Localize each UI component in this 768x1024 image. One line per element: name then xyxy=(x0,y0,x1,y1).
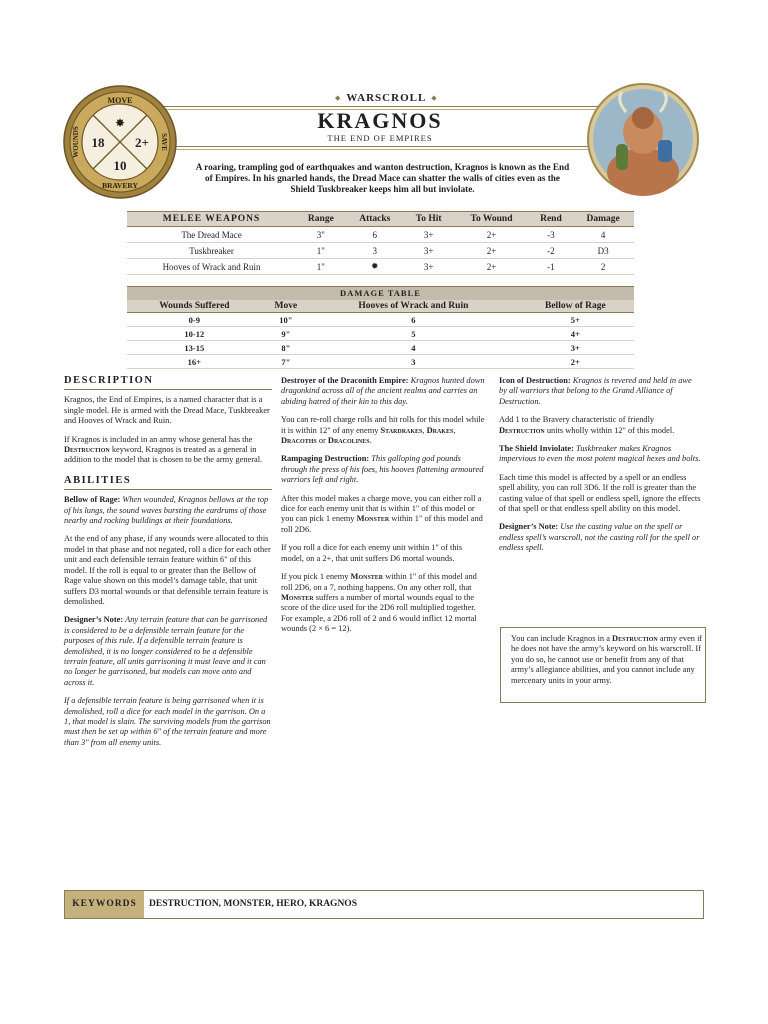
table-cell: -3 xyxy=(530,227,573,243)
ability-flavor: Kragnos hunted down dragonkind across all of the ancient realms and carries an abiding hatred of their kin to this day. xyxy=(281,376,485,406)
text-run: If you pick 1 enemy xyxy=(281,572,351,582)
text-run: within 1" of this model and roll 2D6, on a 7, nothing happens. On any other roll, that xyxy=(281,572,477,592)
keyword-text: Destruction xyxy=(612,634,658,643)
table-cell: 5+ xyxy=(517,313,634,327)
rampaging-rule xyxy=(281,494,487,536)
column-header: MELEE WEAPONS xyxy=(127,212,296,227)
table-cell: 3+ xyxy=(404,227,453,243)
keyword-text: Monster xyxy=(350,572,384,582)
stat-wheel xyxy=(62,84,178,200)
column-header: Attacks xyxy=(346,212,404,227)
save-label: SAVE xyxy=(160,133,168,151)
keywords-list: DESTRUCTION, MONSTER, HERO, KRAGNOS xyxy=(149,899,357,909)
text-run: suffers a number of mortal wounds equal to the score of the dice used for the 2D6 roll multiplied together. For example, a 2D6 roll of 2 and 6 would inflict 12 mortal wounds (2 × 6 = 12). xyxy=(281,592,477,634)
column-header: Hooves of Wrack and Ruin xyxy=(310,300,517,313)
table-cell: -2 xyxy=(530,243,573,259)
army-inclusion-note xyxy=(500,627,706,703)
column-left xyxy=(64,376,272,756)
table-cell: 7" xyxy=(262,355,310,369)
text-run: If Kragnos is included in an army whose general has the xyxy=(64,434,253,444)
table-cell: 16+ xyxy=(127,355,262,369)
table-cell: 6 xyxy=(346,227,404,243)
save-value: 2+ xyxy=(135,135,149,150)
column-header: To Wound xyxy=(453,212,529,227)
subtitle-rule xyxy=(140,149,628,150)
ability-flavor: This galloping god pounds through the press of his foes, his hooves flattening armoured warriors left and right. xyxy=(281,454,484,485)
table-cell: 4+ xyxy=(517,327,634,341)
keyword-text: Dracolines xyxy=(327,436,370,446)
text-run: keyword, Kragnos is treated as a general in addition to the model that is chosen to be the army general. xyxy=(64,445,263,465)
table-row xyxy=(127,227,634,243)
section-rule xyxy=(64,389,272,390)
table-cell: 6 xyxy=(310,313,517,327)
table-cell: 4 xyxy=(310,341,517,355)
flavor-text: A roaring, trampling god of earthquakes and wanton destruction, Kragnos is known as the End of Empires. In his gnarled hands, the Dread Mace can shatter the walls of cities even as the Shield Tuskbreaker keeps him all but inviolate. xyxy=(195,162,570,194)
keyword-text: Monster xyxy=(281,592,314,602)
column-header: Move xyxy=(262,300,310,313)
rampaging-rule: If you roll a dice for each enemy unit within 1" of this model, on a 2+, that unit suffers D6 mortal wounds. xyxy=(281,543,463,563)
table-cell: The Dread Mace xyxy=(127,227,296,243)
table-cell: 2+ xyxy=(453,227,529,243)
column-header: To Hit xyxy=(404,212,453,227)
draconith-flavor xyxy=(281,376,487,407)
text-run: You can include Kragnos in a xyxy=(511,634,613,643)
keyword-text: Destruction xyxy=(499,425,545,435)
note-title: Designer’s Note: xyxy=(64,615,124,625)
text-run: After this model makes a charge move, you can either roll a dice for each enemy unit that is within 1" of this model or you can pick 1 enemy xyxy=(281,493,482,524)
column-header: Wounds Suffered xyxy=(127,300,262,313)
table-cell: 1" xyxy=(296,243,346,259)
designers-note xyxy=(64,615,272,688)
damage-table-icon: ✹ xyxy=(346,259,404,275)
ability-title: The Shield Inviolate: xyxy=(499,444,574,454)
column-header: Rend xyxy=(530,212,573,227)
table-cell: 3 xyxy=(310,355,517,369)
ability-flavor: Tuskbreaker makes Kragnos impervious to even the most potent magical hexes and bolts. xyxy=(499,444,701,464)
bravery-value: 10 xyxy=(113,158,127,173)
text-run: You can re-roll charge rolls and hit rolls for this model while it is within 12" of any enemy xyxy=(281,415,485,435)
keywords-label: KEYWORDS xyxy=(65,891,144,918)
ability-flavor: When wounded, Kragnos bellows at the top of his lungs, the sound waves bursting the eardrums of those nearby and rocking buildings at their foundations. xyxy=(64,495,269,526)
table-cell: 1" xyxy=(296,259,346,275)
keywords-bar xyxy=(64,890,704,919)
note-title: Designer’s Note: xyxy=(499,522,559,532)
wounds-value: 18 xyxy=(91,135,105,150)
column-header: Bellow of Rage xyxy=(517,300,634,313)
column-header: Range xyxy=(296,212,346,227)
keyword-text: Stardrakes xyxy=(380,425,423,435)
rampaging-flavor xyxy=(281,454,487,485)
column-right xyxy=(499,376,701,562)
text-run: within 1" of this model and roll 2D6. xyxy=(281,514,483,534)
table-cell: 2+ xyxy=(517,355,634,369)
description-text: Kragnos, the End of Empires, is a named character that is a single model. He is armed with the Dread Mace, Tuskbreaker and Hooves of Wrack and Ruin. xyxy=(64,395,270,426)
shield-inviolate-rule: Each time this model is affected by a spell or an endless spell ability, you can roll 3D6. If the roll is greater than the casting value of that spell or endless spell, ignore the effects of that spell or that endless spell ability on this model. xyxy=(499,472,701,514)
table-cell: 5 xyxy=(310,327,517,341)
icon-of-destruction-rule xyxy=(499,415,701,436)
text-run: units wholly within 12" of this model. xyxy=(544,425,675,435)
subtitle-rule xyxy=(140,146,628,147)
note-text: Use the casting value on the spell or endless spell’s warscroll, not the casting roll for the spell or endless spell. xyxy=(499,522,700,553)
table-cell: 3+ xyxy=(404,259,453,275)
table-cell: -1 xyxy=(530,259,573,275)
keyword-text: Dracoths xyxy=(281,436,317,446)
warscroll-label: ◆ WARSCROLL ◆ xyxy=(330,92,440,104)
table-cell: 3+ xyxy=(404,243,453,259)
table-cell: 3 xyxy=(346,243,404,259)
designers-note xyxy=(499,522,701,553)
table-cell: D3 xyxy=(572,243,634,259)
table-row xyxy=(127,327,634,341)
table-cell: 0-9 xyxy=(127,313,262,327)
ability-title: Icon of Destruction: xyxy=(499,376,571,385)
table-cell: 9" xyxy=(262,327,310,341)
table-row xyxy=(127,355,634,369)
ability-title: Destroyer of the Draconith Empire: xyxy=(281,376,409,385)
table-cell: Tuskbreaker xyxy=(127,243,296,259)
table-row xyxy=(127,243,634,259)
general-rule-text xyxy=(64,435,272,466)
abilities-heading: ABILITIES xyxy=(64,474,132,486)
section-rule xyxy=(64,489,272,490)
damage-table xyxy=(127,300,634,369)
text-run: , xyxy=(453,425,456,435)
table-cell: 10-12 xyxy=(127,327,262,341)
table-cell: 3" xyxy=(296,227,346,243)
ability-flavor: Kragnos is revered and held in awe by all warriors that belong to the Grand Alliance of Destruction. xyxy=(499,376,692,406)
text-run: Add 1 to the Bravery characteristic of friendly xyxy=(499,415,655,425)
keyword-text: Monster xyxy=(356,514,390,524)
page-subtitle: THE END OF EMPIRES xyxy=(327,133,433,143)
damage-table-title: DAMAGE TABLE xyxy=(127,286,634,300)
bellow-of-rage-rule: At the end of any phase, if any wounds were allocated to this model in that phase and not negated, roll a dice for each other unit and each defensible terrain feature within 6" of this model. If the roll is equal to or greater than the Bellow of Rage value shown on this model’s damage table, that unit suffers D3 mortal wounds or that defensible terrain feature is demolished. xyxy=(64,534,271,606)
bravery-label: BRAVERY xyxy=(102,181,138,190)
table-row xyxy=(127,259,634,275)
note-text: Any terrain feature that can be garrisoned is considered to be a defensible terrain feature for the purposes of this rule. If a defensible terrain feature is demolished, it is no longer considered to be a defensible terrain feature, all units garrisoning it must leave and it can no longer be garrisoned, but models can move onto and across it. xyxy=(64,615,268,687)
table-cell: 3+ xyxy=(517,341,634,355)
move-label: MOVE xyxy=(107,96,133,105)
header-rule xyxy=(150,106,610,107)
table-cell: 2+ xyxy=(453,259,529,275)
text-run: , xyxy=(422,425,427,435)
kragnos-portrait-image xyxy=(586,82,700,196)
table-cell: 10" xyxy=(262,313,310,327)
table-cell: 4 xyxy=(572,227,634,243)
text-run: or xyxy=(316,436,328,446)
text-run: . xyxy=(369,436,372,446)
table-row xyxy=(127,341,634,355)
table-cell: 8" xyxy=(262,341,310,355)
text-run: army even if he does not have the army’s keyword on his warscroll. If you do so, he cannot use or benefit from any of that army’s allegiance abilities, and you cannot include any mercenary units in your army. xyxy=(511,634,703,685)
draconith-rule xyxy=(281,415,487,446)
keyword-text: Destruction xyxy=(64,445,110,455)
page-title: KRAGNOS xyxy=(317,108,443,133)
keyword-text: Drakes xyxy=(426,425,454,435)
column-header: Damage xyxy=(572,212,634,227)
ability-title: Rampaging Destruction: xyxy=(281,454,370,464)
wounds-label: WOUNDS xyxy=(72,126,80,158)
designers-note-continued: If a defensible terrain feature is being garrisoned when it is demolished, roll a dice for each model in the garrison. On a 1, that model is slain. The surviving models from the garrison must then be set up within 6" of the terrain feature and more than 3" from all enemy units. xyxy=(64,696,271,747)
melee-weapons-table xyxy=(127,211,634,275)
bellow-of-rage-flavor xyxy=(64,495,272,526)
description-heading: DESCRIPTION xyxy=(64,375,154,386)
table-cell: 2+ xyxy=(453,243,529,259)
table-cell: 13-15 xyxy=(127,341,262,355)
rampaging-rule xyxy=(281,572,487,634)
column-middle xyxy=(281,376,487,643)
icon-of-destruction-flavor xyxy=(499,376,701,407)
table-row xyxy=(127,313,634,327)
shield-inviolate-flavor xyxy=(499,444,701,465)
move-value-icon: ✸ xyxy=(114,116,126,130)
table-cell: Hooves of Wrack and Ruin xyxy=(127,259,296,275)
table-cell: 2 xyxy=(572,259,634,275)
ability-title: Bellow of Rage: xyxy=(64,495,121,505)
